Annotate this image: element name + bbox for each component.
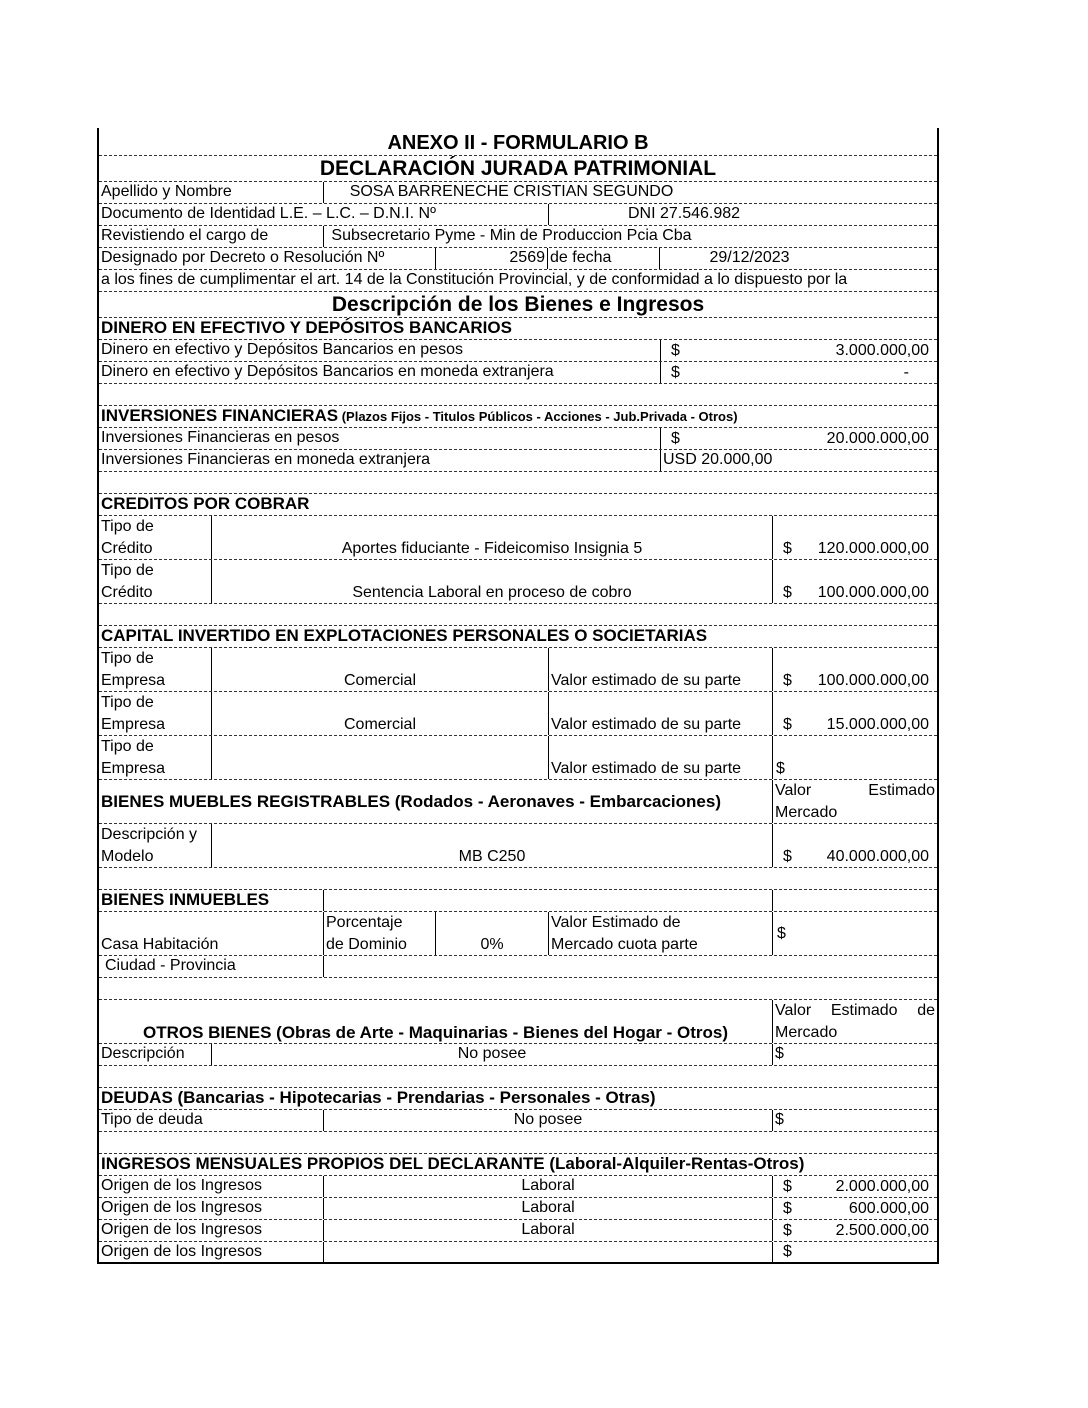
inmueble-valor-line2: Mercado cuota parte	[551, 936, 698, 953]
credito-description: Sentencia Laboral en proceso de cobro	[211, 560, 772, 603]
capital-amount: 15.000.000,00	[826, 716, 929, 733]
inversiones-subtitle: (Plazos Fijos - Titulos Públicos - Acciones - Jub.Privada - Otros)	[338, 409, 738, 424]
inversiones-row	[99, 428, 937, 450]
credito-row	[99, 560, 937, 604]
inversiones-title	[99, 406, 937, 427]
credito-label-line1: Tipo de	[101, 518, 154, 535]
capital-label-line1: Tipo de	[101, 694, 154, 711]
inmueble-valor-label	[548, 912, 772, 955]
credito-label-line2: Crédito	[101, 584, 153, 601]
currency-symbol: $	[783, 584, 792, 601]
document-row	[99, 204, 937, 226]
cargo-value: Subsecretario Pyme - Min de Produccion Pcia Cba	[323, 226, 937, 247]
capital-label	[99, 648, 211, 691]
otros-currency: $	[772, 1044, 937, 1065]
ingreso-origen: Laboral	[323, 1198, 772, 1219]
capital-valor-label: Valor estimado de su parte	[548, 736, 772, 779]
ingreso-amount: 600.000,00	[848, 1200, 929, 1217]
fines-text: a los fines de cumplimentar el art. 14 de la Constitución Provincial, y de conformidad a lo dispuesto por la	[101, 271, 848, 288]
descripcion-row	[99, 292, 937, 318]
title-row	[99, 128, 937, 156]
decreto-label: Designado por Decreto o Resolución Nº	[101, 249, 385, 266]
mueble-label	[99, 824, 211, 867]
ingreso-label: Origen de los Ingresos	[101, 1243, 262, 1260]
document-label: Documento de Identidad L.E. – L.C. – D.N.I. Nº	[101, 205, 436, 222]
deuda-currency: $	[772, 1110, 937, 1131]
credito-label-line1: Tipo de	[101, 562, 154, 579]
declaration-form	[97, 128, 939, 1264]
inmueble-row	[99, 912, 937, 956]
spacer-row	[99, 868, 937, 890]
cargo-label: Revistiendo el cargo de	[101, 227, 269, 244]
mueble-label-line2: Modelo	[101, 848, 154, 865]
credito-row	[99, 516, 937, 560]
capital-label-line2: Empresa	[101, 716, 166, 733]
ingresos-title: INGRESOS MENSUALES PROPIOS DEL DECLARANTE (Laboral-Alquiler-Rentas-Otros)	[101, 1154, 805, 1173]
porcentaje-label	[323, 912, 435, 955]
fecha-label: de fecha	[547, 248, 659, 269]
otros-row	[99, 1044, 937, 1066]
fecha-value: 29/12/2023	[659, 248, 937, 269]
porcentaje-value: 0%	[435, 912, 548, 955]
spacer-row	[99, 978, 937, 1000]
otros-valor-header-line1: Valor Estimado de	[775, 1002, 935, 1019]
form-title: ANEXO II - FORMULARIO B	[387, 132, 649, 154]
inmuebles-blank	[323, 890, 772, 911]
mueble-description: MB C250	[211, 824, 772, 867]
otros-desc-value: No posee	[211, 1044, 772, 1065]
ingreso-amount: 2.500.000,00	[835, 1222, 929, 1239]
credito-amount-cell	[772, 516, 937, 559]
spacer-row	[99, 1132, 937, 1154]
inversiones-label: Inversiones Financieras en moneda extranjera	[101, 451, 431, 468]
inversiones-title-text: INVERSIONES FINANCIERAS	[101, 406, 339, 425]
dinero-title-row	[99, 318, 937, 340]
ingreso-label: Origen de los Ingresos	[101, 1177, 262, 1194]
spacer-row	[99, 472, 937, 494]
dinero-amount: -	[903, 364, 909, 381]
ingreso-row	[99, 1198, 937, 1220]
descripcion-title: Descripción de los Bienes e Ingresos	[331, 293, 705, 316]
name-row	[99, 182, 937, 204]
inmuebles-title-row	[99, 890, 937, 912]
ingreso-label: Origen de los Ingresos	[101, 1199, 262, 1216]
capital-row	[99, 692, 937, 736]
deudas-title: DEUDAS (Bancarias - Hipotecarias - Prendarias - Personales - Otras)	[101, 1088, 656, 1107]
ingreso-row	[99, 1220, 937, 1242]
currency-symbol: $	[671, 342, 680, 359]
capital-valor-label: Valor estimado de su parte	[548, 648, 772, 691]
muebles-title-row	[99, 780, 937, 824]
dinero-amount-cell	[660, 340, 937, 361]
spacer-row	[99, 604, 937, 626]
ingreso-origen	[323, 1242, 772, 1262]
muebles-valor-header-line1: Valor Estimado	[775, 782, 935, 799]
deuda-value: No posee	[323, 1110, 772, 1131]
currency-symbol: $	[783, 1222, 792, 1239]
capital-amount: 100.000.000,00	[817, 672, 929, 689]
capital-label-line2: Empresa	[101, 672, 166, 689]
ingreso-row	[99, 1242, 937, 1264]
capital-tipo	[211, 736, 548, 779]
capital-label	[99, 692, 211, 735]
currency-symbol: $	[783, 716, 792, 733]
currency-symbol: $	[671, 364, 680, 381]
dinero-label: Dinero en efectivo y Depósitos Bancarios en pesos	[101, 341, 463, 358]
ingreso-amount-cell	[772, 1220, 937, 1241]
mueble-row	[99, 824, 937, 868]
deudas-title-row	[99, 1088, 937, 1110]
capital-amount-cell	[772, 692, 937, 735]
capital-label-line2: Empresa	[101, 760, 166, 777]
ingreso-row	[99, 1176, 937, 1198]
inmuebles-title: BIENES INMUEBLES	[101, 890, 270, 909]
porcentaje-label-line1: Porcentaje	[326, 914, 403, 931]
inmuebles-blank	[772, 890, 937, 911]
inmueble-currency: $	[772, 912, 937, 955]
capital-label-line1: Tipo de	[101, 738, 154, 755]
ingreso-label: Origen de los Ingresos	[101, 1221, 262, 1238]
ciudad-value	[323, 956, 937, 977]
capital-valor-label: Valor estimado de su parte	[548, 692, 772, 735]
inmueble-valor-line1: Valor Estimado de	[551, 914, 681, 931]
currency-symbol: $	[783, 848, 792, 865]
deuda-row	[99, 1110, 937, 1132]
credito-description: Aportes fiduciante - Fideicomiso Insignia 5	[211, 516, 772, 559]
dinero-row	[99, 340, 937, 362]
inversiones-label: Inversiones Financieras en pesos	[101, 429, 340, 446]
capital-row	[99, 648, 937, 692]
otros-valor-header	[772, 1000, 937, 1043]
currency-symbol: $	[783, 672, 792, 689]
ingreso-amount-cell	[772, 1242, 937, 1262]
ciudad-row	[99, 956, 937, 978]
mueble-amount-cell	[772, 824, 937, 867]
currency-symbol: $	[671, 430, 680, 447]
dinero-amount-cell	[660, 362, 937, 383]
inversiones-amount: 20.000.000,00	[826, 430, 929, 447]
capital-tipo: Comercial	[211, 648, 548, 691]
capital-amount-cell	[772, 736, 937, 779]
otros-title: OTROS BIENES (Obras de Arte - Maquinarias - Bienes del Hogar - Otros)	[142, 1023, 729, 1042]
capital-row	[99, 736, 937, 780]
credito-label	[99, 560, 211, 603]
decreto-row	[99, 248, 937, 270]
otros-title-row	[99, 1000, 937, 1044]
credito-label-line2: Crédito	[101, 540, 153, 557]
inversiones-amount-cell	[660, 428, 937, 449]
porcentaje-label-line2: de Dominio	[326, 936, 407, 953]
cargo-row	[99, 226, 937, 248]
document-value: DNI 27.546.982	[548, 204, 937, 225]
inversiones-row	[99, 450, 937, 472]
ingreso-amount: 2.000.000,00	[835, 1178, 929, 1195]
capital-tipo: Comercial	[211, 692, 548, 735]
name-label: Apellido y Nombre	[101, 183, 232, 200]
subtitle-row	[99, 156, 937, 182]
currency-symbol: $	[783, 1200, 792, 1217]
capital-title-row	[99, 626, 937, 648]
spacer-row	[99, 1066, 937, 1088]
ciudad-label: Ciudad - Provincia	[105, 957, 236, 974]
muebles-valor-header-line2: Mercado	[775, 804, 838, 821]
ingreso-amount-cell	[772, 1176, 937, 1197]
name-value: SOSA BARRENECHE CRISTIAN SEGUNDO	[323, 182, 937, 203]
credito-amount: 100.000.000,00	[817, 584, 929, 601]
muebles-valor-header	[772, 780, 937, 823]
deuda-label: Tipo de deuda	[101, 1111, 203, 1128]
mueble-label-line1: Descripción y	[101, 826, 198, 843]
dinero-row	[99, 362, 937, 384]
mueble-amount: 40.000.000,00	[826, 848, 929, 865]
ingreso-amount-cell	[772, 1198, 937, 1219]
currency-symbol: $	[783, 540, 792, 557]
capital-label	[99, 736, 211, 779]
dinero-amount: 3.000.000,00	[835, 342, 929, 359]
currency-symbol: $	[783, 1243, 792, 1260]
ingreso-origen: Laboral	[323, 1220, 772, 1241]
credito-amount-cell	[772, 560, 937, 603]
capital-amount-cell	[772, 648, 937, 691]
form-subtitle: DECLARACIÓN JURADA PATRIMONIAL	[319, 157, 717, 180]
dinero-label: Dinero en efectivo y Depósitos Bancarios en moneda extranjera	[101, 363, 554, 380]
capital-label-line1: Tipo de	[101, 650, 154, 667]
muebles-title: BIENES MUEBLES REGISTRABLES (Rodados - Aeronaves - Embarcaciones)	[101, 791, 721, 811]
creditos-title: CREDITOS POR COBRAR	[101, 494, 310, 513]
ingreso-origen: Laboral	[323, 1176, 772, 1197]
credito-amount: 120.000.000,00	[817, 540, 929, 557]
otros-valor-header-line2: Mercado	[775, 1024, 838, 1041]
capital-title: CAPITAL INVERTIDO EN EXPLOTACIONES PERSONALES O SOCIETARIAS	[101, 626, 708, 645]
inversiones-title-row	[99, 406, 937, 428]
inmueble-tipo: Casa Habitación	[101, 936, 219, 953]
decreto-value: 2569	[435, 248, 547, 269]
currency-symbol: $	[783, 1178, 792, 1195]
fines-row	[99, 270, 937, 292]
otros-desc-label: Descripción	[101, 1045, 185, 1062]
dinero-title: DINERO EN EFECTIVO Y DEPÓSITOS BANCARIOS	[101, 318, 512, 337]
creditos-title-row	[99, 494, 937, 516]
ingresos-title-row	[99, 1154, 937, 1176]
inversiones-usd-value: USD 20.000,00	[660, 450, 937, 471]
credito-label	[99, 516, 211, 559]
spacer-row	[99, 384, 937, 406]
currency-symbol: $	[776, 760, 785, 777]
